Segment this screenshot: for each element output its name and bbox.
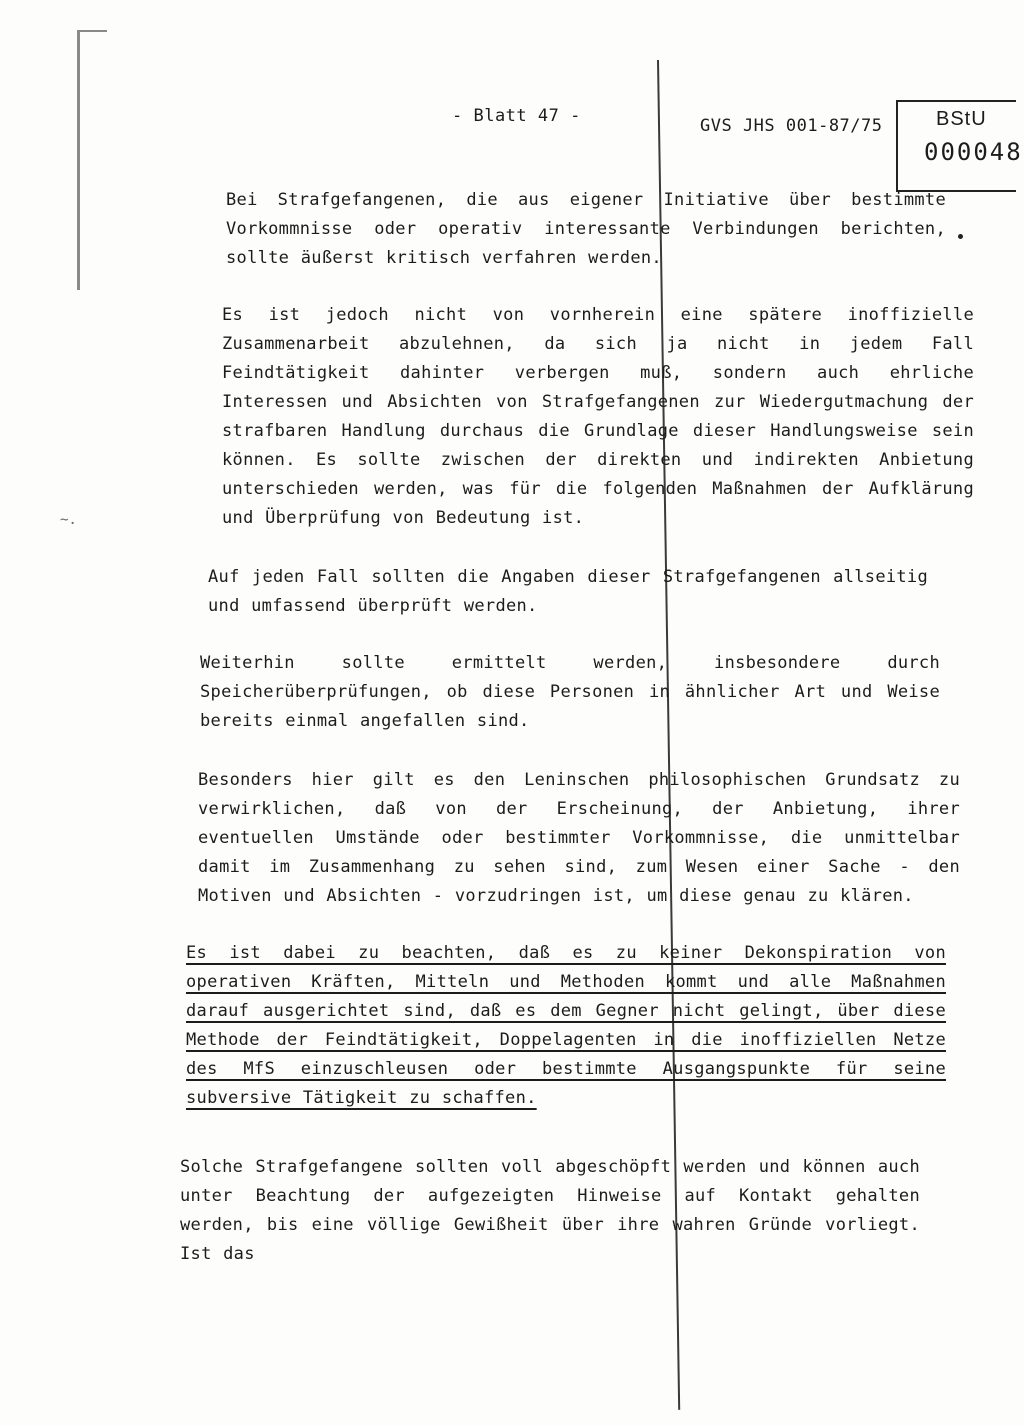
body-text xyxy=(180,186,976,1269)
paragraph-6-underlined: Es ist dabei zu beachten, daß es zu keiner Dekonspiration von operativen Kräften, Mitteln und Methoden kommt und alle Maßnahmen darauf ausgerichtet sind, daß es dem Gegner nicht gelingt, über diese Methode der Feindtätigkeit, Doppelagenten in die inoffiziellen Netze des MfS einzuschleusen oder bestimmte Ausgangspunkte für seine subversive Tätigkeit zu schaffen. xyxy=(186,943,946,1108)
paragraph-2: Es ist jedoch nicht von vornherein eine spätere inoffizielle Zusammenarbeit abzulehnen, da sich ja nicht in jedem Fall Feindtätigkeit dahinter verbergen muß, sondern auch ehrliche Interessen und Absichten von Strafgefangenen zur Wiedergutmachung der strafbaren Handlung durchaus die Grundlage dieser Handlungsweise sein können. Es sollte zwischen der direkten und indirekten Anbietung unterschieden werden, was für die folgenden Maßnahmen der Aufklärung und Überprüfung von Bedeutung ist. xyxy=(222,305,974,528)
document-reference: GVS JHS 001-87/75 xyxy=(700,116,883,136)
stamp-number: 000048 xyxy=(924,138,1023,166)
crop-mark-top xyxy=(77,30,107,32)
paragraph-4: Weiterhin sollte ermittelt werden, insbesondere durch Speicherüberprüfungen, ob diese Personen in ähnlicher Art und Weise bereits einmal angefallen sind. xyxy=(200,653,940,731)
paragraph-3: Auf jeden Fall sollten die Angaben dieser Strafgefangenen allseitig und umfassend überprüft werden. xyxy=(208,567,928,616)
paragraph-5: Besonders hier gilt es den Leninschen philosophischen Grundsatz zu verwirklichen, daß von der Erscheinung, der Anbietung, ihrer eventuellen Umstände oder bestimmter Vorkommnisse, die unmittelbar damit im Zusammenhang zu sehen sind, zum Wesen einer Sache - den Motiven und Absichten - vorzudringen ist, um diese genau zu klären. xyxy=(198,770,960,906)
sheet-number: - Blatt 47 - xyxy=(452,106,581,126)
paragraph-1: Bei Strafgefangenen, die aus eigener Initiative über bestimmte Vorkommnisse oder operativ interessante Verbindungen berichten, sollte äußerst kritisch verfahren werden. xyxy=(226,190,946,268)
crop-mark-left xyxy=(77,30,80,290)
archive-stamp xyxy=(896,100,1023,192)
margin-mark: ~. xyxy=(60,512,77,528)
paragraph-7: Solche Strafgefangene sollten voll abgeschöpft werden und können auch unter Beachtung der aufgezeigten Hinweise auf Kontakt gehalten werden, bis eine völlige Gewißheit über ihre wahren Gründe vorliegt. Ist das xyxy=(180,1157,920,1264)
stamp-label: BStU xyxy=(936,108,987,130)
